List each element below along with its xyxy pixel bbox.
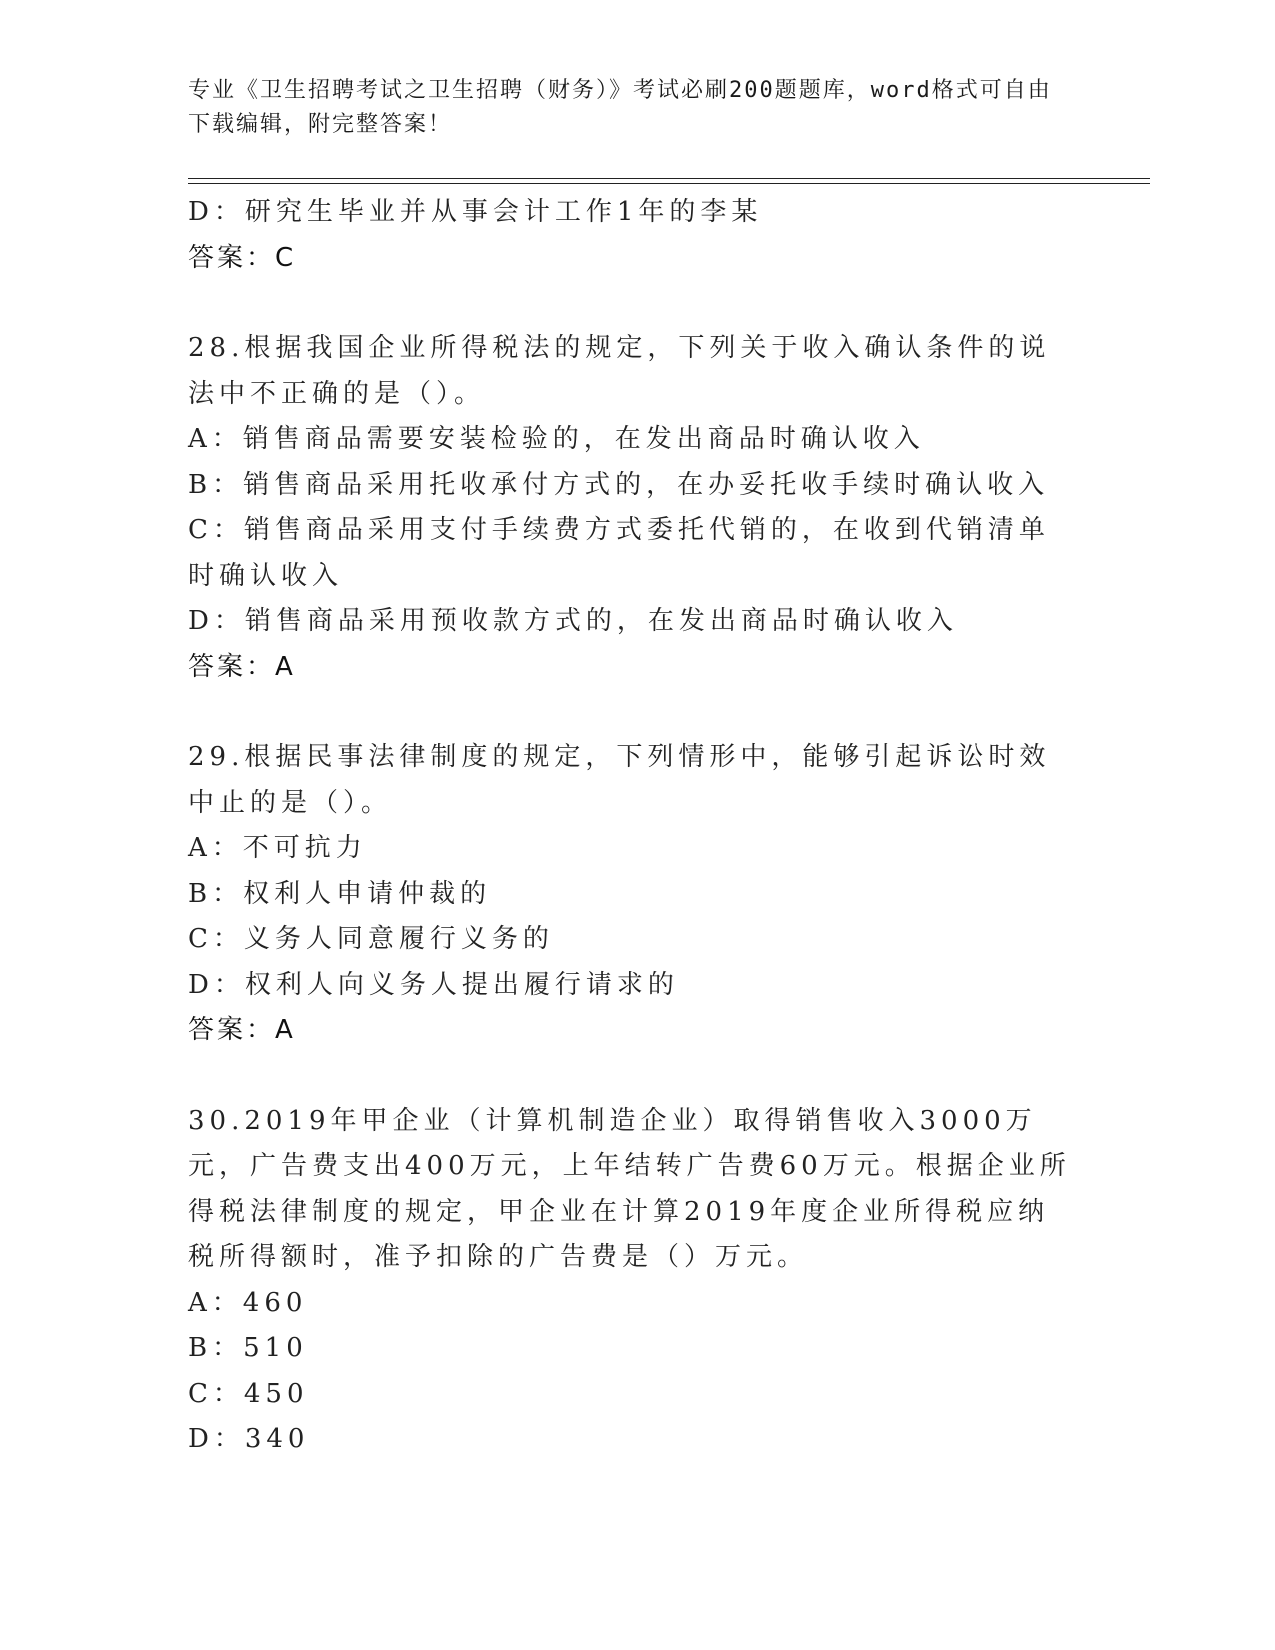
header-divider-bottom bbox=[188, 183, 1150, 184]
question-stem: 30.2019年甲企业（计算机制造企业）取得销售收入3000万元，广告费支出400万元，上年结转广告费60万元。根据企业所得税法律制度的规定，甲企业在计算2019年度企业所得税应纳税所得额时，准予扣除的广告费是（）万元。 bbox=[188, 1105, 1071, 1272]
question-stem: 28.根据我国企业所得税法的规定，下列关于收入确认条件的说法中不正确的是（）。 bbox=[188, 333, 1051, 409]
option-a: A：460 bbox=[188, 1287, 308, 1318]
option-b: B：510 bbox=[188, 1333, 308, 1363]
carryover-answer: 答案：C bbox=[188, 242, 297, 273]
spacer bbox=[188, 281, 1078, 326]
question-28 bbox=[188, 326, 1078, 690]
question-30 bbox=[188, 1099, 1078, 1463]
header-divider-top bbox=[188, 178, 1150, 179]
carryover-option-d: D：研究生毕业并从事会计工作1年的李某 bbox=[188, 197, 763, 227]
option-a: A：不可抗力 bbox=[188, 833, 367, 863]
document-header: 专业《卫生招聘考试之卫生招聘（财务）》考试必刷200题题库，word格式可自由下载编辑，附完整答案！ bbox=[188, 78, 1052, 137]
option-a: A：销售商品需要安装检验的，在发出商品时确认收入 bbox=[188, 424, 925, 454]
option-d: D：销售商品采用预收款方式的，在发出商品时确认收入 bbox=[188, 606, 958, 636]
option-d: D：340 bbox=[188, 1424, 310, 1454]
spacer bbox=[188, 690, 1078, 735]
answer: 答案：A bbox=[188, 651, 296, 682]
option-b: B：销售商品采用托收承付方式的，在办妥托收手续时确认收入 bbox=[188, 469, 1050, 500]
question-stem: 29.根据民事法律制度的规定，下列情形中，能够引起诉讼时效中止的是（）。 bbox=[188, 742, 1051, 818]
document-body bbox=[188, 190, 1078, 1463]
option-c: C：义务人同意履行义务的 bbox=[188, 924, 554, 954]
answer: 答案：A bbox=[188, 1015, 296, 1045]
option-c: C：销售商品采用支付手续费方式委托代销的，在收到代销清单时确认收入 bbox=[188, 515, 1050, 591]
spacer bbox=[188, 1054, 1078, 1099]
option-c: C：450 bbox=[188, 1378, 309, 1409]
question-29 bbox=[188, 735, 1078, 1054]
option-d: D：权利人向义务人提出履行请求的 bbox=[188, 969, 679, 1000]
option-b: B：权利人申请仲裁的 bbox=[188, 878, 492, 909]
